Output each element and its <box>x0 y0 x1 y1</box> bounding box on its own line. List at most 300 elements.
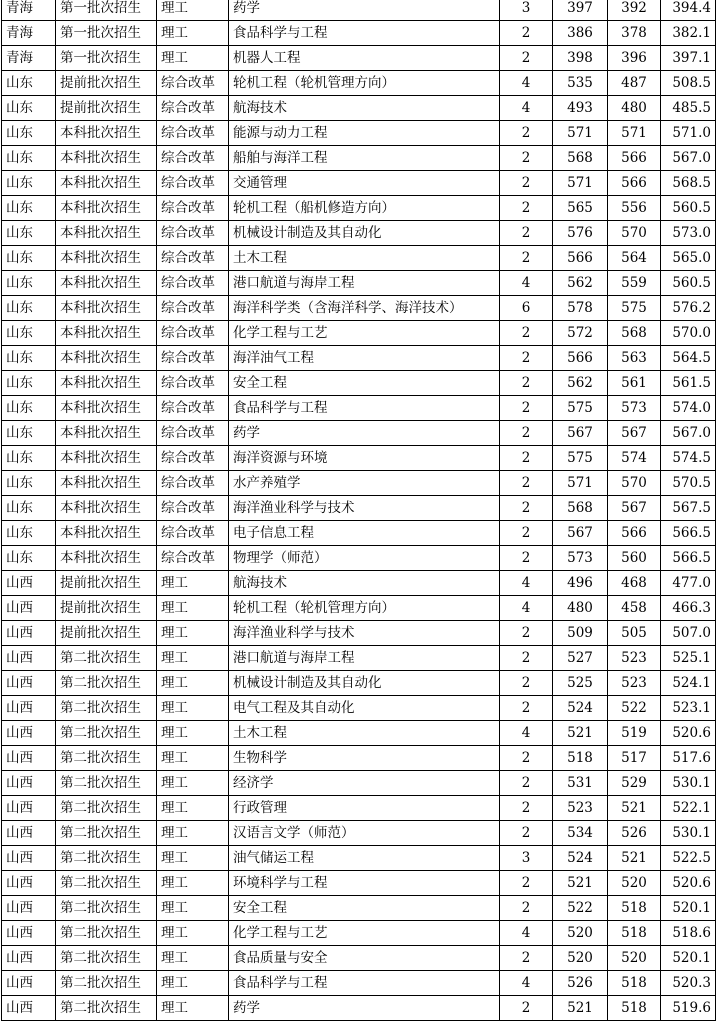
major-cell: 海洋渔业科学与技术 <box>229 621 500 646</box>
max-score-cell: 531 <box>553 771 608 796</box>
province-cell: 山东 <box>2 196 56 221</box>
max-score-cell: 575 <box>553 446 608 471</box>
major-cell: 环境科学与工程 <box>229 871 500 896</box>
quota-cell: 2 <box>500 446 553 471</box>
table-row <box>2 146 716 171</box>
avg-score-cell: 573.0 <box>661 221 716 246</box>
major-cell: 药学 <box>229 421 500 446</box>
quota-cell: 4 <box>500 721 553 746</box>
major-cell: 机械设计制造及其自动化 <box>229 221 500 246</box>
table-row <box>2 821 716 846</box>
min-score-cell: 396 <box>608 46 661 71</box>
min-score-cell: 522 <box>608 696 661 721</box>
batch-cell: 第一批次招生 <box>56 21 157 46</box>
max-score-cell: 562 <box>553 371 608 396</box>
quota-cell: 2 <box>500 996 553 1021</box>
quota-cell: 4 <box>500 571 553 596</box>
quota-cell: 2 <box>500 221 553 246</box>
avg-score-cell: 520.3 <box>661 971 716 996</box>
max-score-cell: 518 <box>553 746 608 771</box>
province-cell: 山西 <box>2 946 56 971</box>
major-cell: 能源与动力工程 <box>229 121 500 146</box>
category-cell: 综合改革 <box>157 271 229 296</box>
batch-cell: 本科批次招生 <box>56 446 157 471</box>
province-cell: 山东 <box>2 171 56 196</box>
min-score-cell: 560 <box>608 546 661 571</box>
max-score-cell: 524 <box>553 696 608 721</box>
min-score-cell: 458 <box>608 596 661 621</box>
province-cell: 山西 <box>2 571 56 596</box>
category-cell: 理工 <box>157 746 229 771</box>
table-row <box>2 796 716 821</box>
province-cell: 山西 <box>2 846 56 871</box>
avg-score-cell: 525.1 <box>661 646 716 671</box>
batch-cell: 第一批次招生 <box>56 46 157 71</box>
avg-score-cell: 517.6 <box>661 746 716 771</box>
major-cell: 水产养殖学 <box>229 471 500 496</box>
batch-cell: 第二批次招生 <box>56 871 157 896</box>
major-cell: 食品质量与安全 <box>229 946 500 971</box>
min-score-cell: 518 <box>608 996 661 1021</box>
province-cell: 山东 <box>2 96 56 121</box>
category-cell: 理工 <box>157 846 229 871</box>
category-cell: 理工 <box>157 696 229 721</box>
table-row <box>2 321 716 346</box>
province-cell: 山东 <box>2 521 56 546</box>
quota-cell: 6 <box>500 296 553 321</box>
batch-cell: 第二批次招生 <box>56 821 157 846</box>
batch-cell: 提前批次招生 <box>56 71 157 96</box>
major-cell: 生物科学 <box>229 746 500 771</box>
min-score-cell: 523 <box>608 671 661 696</box>
max-score-cell: 578 <box>553 296 608 321</box>
category-cell: 综合改革 <box>157 546 229 571</box>
min-score-cell: 529 <box>608 771 661 796</box>
batch-cell: 第二批次招生 <box>56 921 157 946</box>
category-cell: 理工 <box>157 896 229 921</box>
min-score-cell: 556 <box>608 196 661 221</box>
quota-cell: 2 <box>500 396 553 421</box>
table-row <box>2 621 716 646</box>
table-row <box>2 446 716 471</box>
quota-cell: 2 <box>500 146 553 171</box>
avg-score-cell: 560.5 <box>661 196 716 221</box>
major-cell: 药学 <box>229 996 500 1021</box>
batch-cell: 第二批次招生 <box>56 971 157 996</box>
province-cell: 山西 <box>2 671 56 696</box>
major-cell: 海洋科学类（含海洋科学、海洋技术） <box>229 296 500 321</box>
province-cell: 山西 <box>2 896 56 921</box>
major-cell: 交通管理 <box>229 171 500 196</box>
category-cell: 综合改革 <box>157 496 229 521</box>
table-body <box>2 0 716 1021</box>
table-row <box>2 896 716 921</box>
province-cell: 山西 <box>2 771 56 796</box>
batch-cell: 提前批次招生 <box>56 571 157 596</box>
province-cell: 青海 <box>2 0 56 21</box>
table-row <box>2 196 716 221</box>
province-cell: 山东 <box>2 71 56 96</box>
avg-score-cell: 466.3 <box>661 596 716 621</box>
batch-cell: 第二批次招生 <box>56 696 157 721</box>
province-cell: 山西 <box>2 996 56 1021</box>
max-score-cell: 576 <box>553 221 608 246</box>
max-score-cell: 565 <box>553 196 608 221</box>
province-cell: 山西 <box>2 796 56 821</box>
table-row <box>2 946 716 971</box>
batch-cell: 本科批次招生 <box>56 471 157 496</box>
category-cell: 理工 <box>157 871 229 896</box>
batch-cell: 第二批次招生 <box>56 646 157 671</box>
category-cell: 理工 <box>157 571 229 596</box>
quota-cell: 2 <box>500 346 553 371</box>
table-row <box>2 171 716 196</box>
province-cell: 山东 <box>2 121 56 146</box>
batch-cell: 本科批次招生 <box>56 121 157 146</box>
avg-score-cell: 518.6 <box>661 921 716 946</box>
table-row <box>2 0 716 21</box>
major-cell: 土木工程 <box>229 721 500 746</box>
batch-cell: 本科批次招生 <box>56 196 157 221</box>
avg-score-cell: 520.6 <box>661 871 716 896</box>
quota-cell: 2 <box>500 546 553 571</box>
quota-cell: 2 <box>500 871 553 896</box>
category-cell: 综合改革 <box>157 96 229 121</box>
province-cell: 山东 <box>2 296 56 321</box>
avg-score-cell: 574.0 <box>661 396 716 421</box>
batch-cell: 第二批次招生 <box>56 796 157 821</box>
quota-cell: 2 <box>500 696 553 721</box>
min-score-cell: 570 <box>608 471 661 496</box>
avg-score-cell: 574.5 <box>661 446 716 471</box>
admission-score-table <box>1 0 716 1021</box>
major-cell: 机械设计制造及其自动化 <box>229 671 500 696</box>
avg-score-cell: 522.5 <box>661 846 716 871</box>
max-score-cell: 568 <box>553 146 608 171</box>
major-cell: 汉语言文学（师范） <box>229 821 500 846</box>
table-row <box>2 971 716 996</box>
table-row <box>2 346 716 371</box>
province-cell: 山东 <box>2 371 56 396</box>
avg-score-cell: 519.6 <box>661 996 716 1021</box>
quota-cell: 4 <box>500 271 553 296</box>
category-cell: 理工 <box>157 971 229 996</box>
min-score-cell: 520 <box>608 871 661 896</box>
min-score-cell: 487 <box>608 71 661 96</box>
avg-score-cell: 567.0 <box>661 421 716 446</box>
province-cell: 青海 <box>2 21 56 46</box>
batch-cell: 本科批次招生 <box>56 221 157 246</box>
batch-cell: 本科批次招生 <box>56 171 157 196</box>
major-cell: 海洋资源与环境 <box>229 446 500 471</box>
min-score-cell: 518 <box>608 921 661 946</box>
major-cell: 油气储运工程 <box>229 846 500 871</box>
max-score-cell: 573 <box>553 546 608 571</box>
category-cell: 理工 <box>157 671 229 696</box>
major-cell: 食品科学与工程 <box>229 21 500 46</box>
min-score-cell: 521 <box>608 846 661 871</box>
max-score-cell: 568 <box>553 496 608 521</box>
min-score-cell: 480 <box>608 96 661 121</box>
avg-score-cell: 522.1 <box>661 796 716 821</box>
category-cell: 理工 <box>157 821 229 846</box>
avg-score-cell: 576.2 <box>661 296 716 321</box>
table-row <box>2 721 716 746</box>
table-row <box>2 121 716 146</box>
table-row <box>2 471 716 496</box>
quota-cell: 2 <box>500 896 553 921</box>
category-cell: 理工 <box>157 621 229 646</box>
quota-cell: 2 <box>500 496 553 521</box>
max-score-cell: 521 <box>553 996 608 1021</box>
province-cell: 山西 <box>2 621 56 646</box>
category-cell: 理工 <box>157 721 229 746</box>
table-row <box>2 571 716 596</box>
major-cell: 药学 <box>229 0 500 21</box>
quota-cell: 2 <box>500 196 553 221</box>
quota-cell: 4 <box>500 921 553 946</box>
avg-score-cell: 507.0 <box>661 621 716 646</box>
min-score-cell: 566 <box>608 146 661 171</box>
avg-score-cell: 566.5 <box>661 546 716 571</box>
major-cell: 轮机工程（轮机管理方向） <box>229 71 500 96</box>
min-score-cell: 392 <box>608 0 661 21</box>
max-score-cell: 524 <box>553 846 608 871</box>
province-cell: 山东 <box>2 546 56 571</box>
min-score-cell: 566 <box>608 171 661 196</box>
category-cell: 综合改革 <box>157 396 229 421</box>
province-cell: 山东 <box>2 221 56 246</box>
province-cell: 山东 <box>2 496 56 521</box>
province-cell: 山东 <box>2 271 56 296</box>
max-score-cell: 523 <box>553 796 608 821</box>
avg-score-cell: 567.5 <box>661 496 716 521</box>
max-score-cell: 527 <box>553 646 608 671</box>
quota-cell: 4 <box>500 71 553 96</box>
table-row <box>2 46 716 71</box>
category-cell: 综合改革 <box>157 146 229 171</box>
batch-cell: 本科批次招生 <box>56 346 157 371</box>
major-cell: 港口航道与海岸工程 <box>229 271 500 296</box>
table-row <box>2 996 716 1021</box>
major-cell: 电子信息工程 <box>229 521 500 546</box>
province-cell: 山东 <box>2 446 56 471</box>
quota-cell: 2 <box>500 21 553 46</box>
category-cell: 理工 <box>157 646 229 671</box>
category-cell: 理工 <box>157 0 229 21</box>
max-score-cell: 566 <box>553 346 608 371</box>
batch-cell: 第二批次招生 <box>56 771 157 796</box>
major-cell: 物理学（师范） <box>229 546 500 571</box>
major-cell: 化学工程与工艺 <box>229 921 500 946</box>
min-score-cell: 571 <box>608 121 661 146</box>
min-score-cell: 521 <box>608 796 661 821</box>
max-score-cell: 397 <box>553 0 608 21</box>
batch-cell: 第二批次招生 <box>56 996 157 1021</box>
min-score-cell: 564 <box>608 246 661 271</box>
max-score-cell: 386 <box>553 21 608 46</box>
quota-cell: 2 <box>500 746 553 771</box>
province-cell: 山东 <box>2 321 56 346</box>
max-score-cell: 575 <box>553 396 608 421</box>
table-row <box>2 846 716 871</box>
min-score-cell: 518 <box>608 971 661 996</box>
min-score-cell: 468 <box>608 571 661 596</box>
category-cell: 综合改革 <box>157 446 229 471</box>
avg-score-cell: 560.5 <box>661 271 716 296</box>
category-cell: 理工 <box>157 21 229 46</box>
table-row <box>2 21 716 46</box>
max-score-cell: 535 <box>553 71 608 96</box>
table-row <box>2 296 716 321</box>
batch-cell: 本科批次招生 <box>56 546 157 571</box>
quota-cell: 2 <box>500 46 553 71</box>
max-score-cell: 522 <box>553 896 608 921</box>
major-cell: 航海技术 <box>229 96 500 121</box>
quota-cell: 4 <box>500 971 553 996</box>
avg-score-cell: 567.0 <box>661 146 716 171</box>
major-cell: 行政管理 <box>229 796 500 821</box>
batch-cell: 本科批次招生 <box>56 246 157 271</box>
batch-cell: 本科批次招生 <box>56 521 157 546</box>
province-cell: 山东 <box>2 421 56 446</box>
min-score-cell: 573 <box>608 396 661 421</box>
table-row <box>2 71 716 96</box>
avg-score-cell: 520.6 <box>661 721 716 746</box>
category-cell: 理工 <box>157 996 229 1021</box>
major-cell: 经济学 <box>229 771 500 796</box>
category-cell: 综合改革 <box>157 196 229 221</box>
quota-cell: 2 <box>500 796 553 821</box>
batch-cell: 本科批次招生 <box>56 146 157 171</box>
table-row <box>2 496 716 521</box>
category-cell: 综合改革 <box>157 371 229 396</box>
min-score-cell: 568 <box>608 321 661 346</box>
max-score-cell: 571 <box>553 121 608 146</box>
avg-score-cell: 565.0 <box>661 246 716 271</box>
major-cell: 安全工程 <box>229 371 500 396</box>
table-row <box>2 596 716 621</box>
province-cell: 山西 <box>2 721 56 746</box>
major-cell: 港口航道与海岸工程 <box>229 646 500 671</box>
max-score-cell: 525 <box>553 671 608 696</box>
category-cell: 理工 <box>157 596 229 621</box>
table-row <box>2 96 716 121</box>
min-score-cell: 519 <box>608 721 661 746</box>
table-row <box>2 746 716 771</box>
province-cell: 山东 <box>2 471 56 496</box>
province-cell: 山西 <box>2 921 56 946</box>
major-cell: 海洋渔业科学与技术 <box>229 496 500 521</box>
major-cell: 电气工程及其自动化 <box>229 696 500 721</box>
category-cell: 综合改革 <box>157 471 229 496</box>
province-cell: 山西 <box>2 971 56 996</box>
category-cell: 综合改革 <box>157 321 229 346</box>
province-cell: 山西 <box>2 871 56 896</box>
avg-score-cell: 524.1 <box>661 671 716 696</box>
max-score-cell: 496 <box>553 571 608 596</box>
quota-cell: 2 <box>500 421 553 446</box>
min-score-cell: 505 <box>608 621 661 646</box>
avg-score-cell: 477.0 <box>661 571 716 596</box>
category-cell: 综合改革 <box>157 121 229 146</box>
major-cell: 船舶与海洋工程 <box>229 146 500 171</box>
avg-score-cell: 568.5 <box>661 171 716 196</box>
avg-score-cell: 530.1 <box>661 771 716 796</box>
major-cell: 土木工程 <box>229 246 500 271</box>
min-score-cell: 566 <box>608 521 661 546</box>
quota-cell: 2 <box>500 246 553 271</box>
avg-score-cell: 566.5 <box>661 521 716 546</box>
max-score-cell: 566 <box>553 246 608 271</box>
province-cell: 山东 <box>2 246 56 271</box>
province-cell: 山西 <box>2 696 56 721</box>
avg-score-cell: 485.5 <box>661 96 716 121</box>
max-score-cell: 521 <box>553 871 608 896</box>
avg-score-cell: 508.5 <box>661 71 716 96</box>
table-row <box>2 371 716 396</box>
category-cell: 综合改革 <box>157 521 229 546</box>
category-cell: 综合改革 <box>157 221 229 246</box>
quota-cell: 4 <box>500 596 553 621</box>
table-row <box>2 646 716 671</box>
category-cell: 理工 <box>157 771 229 796</box>
category-cell: 综合改革 <box>157 246 229 271</box>
major-cell: 航海技术 <box>229 571 500 596</box>
batch-cell: 本科批次招生 <box>56 321 157 346</box>
province-cell: 山东 <box>2 146 56 171</box>
quota-cell: 2 <box>500 646 553 671</box>
max-score-cell: 571 <box>553 471 608 496</box>
quota-cell: 2 <box>500 821 553 846</box>
batch-cell: 提前批次招生 <box>56 96 157 121</box>
min-score-cell: 520 <box>608 946 661 971</box>
quota-cell: 2 <box>500 771 553 796</box>
quota-cell: 2 <box>500 171 553 196</box>
category-cell: 综合改革 <box>157 296 229 321</box>
table-row <box>2 871 716 896</box>
batch-cell: 第二批次招生 <box>56 896 157 921</box>
category-cell: 理工 <box>157 921 229 946</box>
avg-score-cell: 523.1 <box>661 696 716 721</box>
table-row <box>2 221 716 246</box>
max-score-cell: 534 <box>553 821 608 846</box>
major-cell: 海洋油气工程 <box>229 346 500 371</box>
avg-score-cell: 520.1 <box>661 896 716 921</box>
table-row <box>2 521 716 546</box>
table-row <box>2 421 716 446</box>
major-cell: 食品科学与工程 <box>229 396 500 421</box>
major-cell: 化学工程与工艺 <box>229 321 500 346</box>
max-score-cell: 562 <box>553 271 608 296</box>
table-row <box>2 271 716 296</box>
batch-cell: 第二批次招生 <box>56 846 157 871</box>
quota-cell: 2 <box>500 321 553 346</box>
avg-score-cell: 530.1 <box>661 821 716 846</box>
category-cell: 理工 <box>157 946 229 971</box>
batch-cell: 本科批次招生 <box>56 371 157 396</box>
max-score-cell: 567 <box>553 421 608 446</box>
min-score-cell: 526 <box>608 821 661 846</box>
table-row <box>2 671 716 696</box>
major-cell: 轮机工程（轮机管理方向） <box>229 596 500 621</box>
quota-cell: 2 <box>500 671 553 696</box>
table-row <box>2 921 716 946</box>
major-cell: 食品科学与工程 <box>229 971 500 996</box>
max-score-cell: 509 <box>553 621 608 646</box>
province-cell: 山西 <box>2 821 56 846</box>
min-score-cell: 567 <box>608 421 661 446</box>
